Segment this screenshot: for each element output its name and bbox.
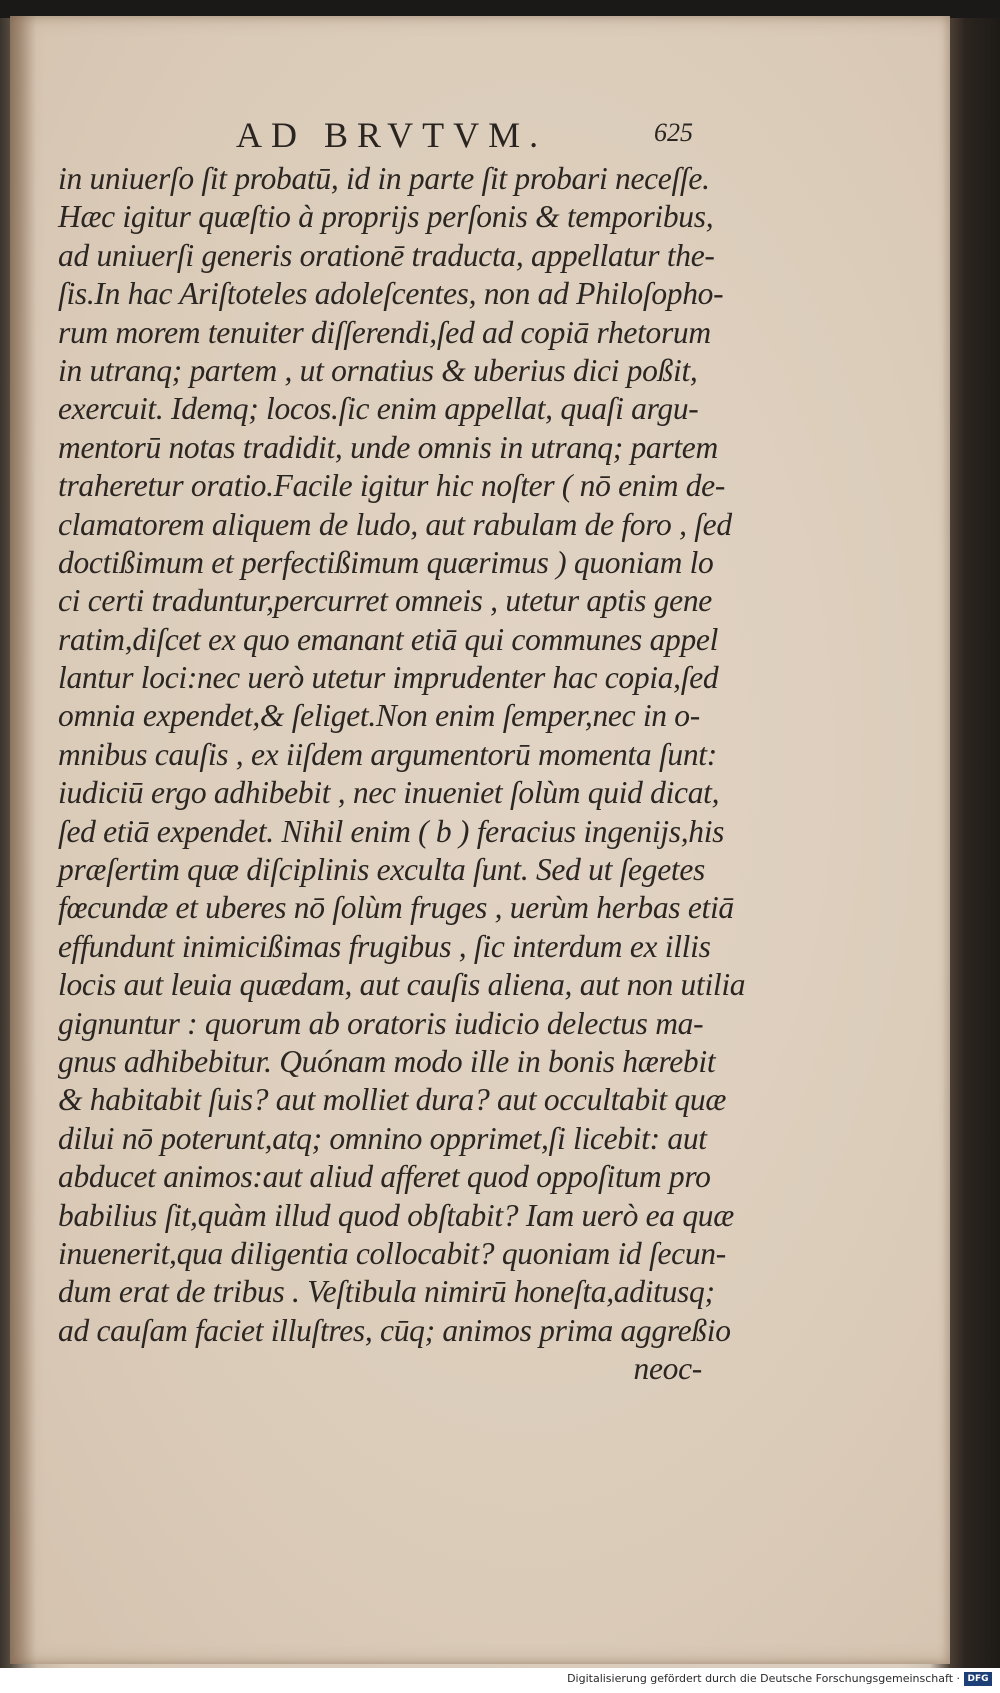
text-line: rum morem tenuiter diſſerendi,ſed ad copiā rhetorum: [58, 314, 711, 350]
digitization-credit: Digitalisierung gefördert durch die Deutsche Forschungsgemeinschaft ·: [567, 1672, 960, 1685]
text-line: dum erat de tribus . Veſtibula nimirū honeſta,aditusq;: [58, 1274, 715, 1310]
text-line: ci certi traduntur,percurret omneis , utetur aptis gene: [58, 583, 712, 619]
text-line: mentorū notas tradidit, unde omnis in utranq; partem: [58, 429, 718, 465]
text-line: dilui nō poterunt,atq; omnino opprimet,ſi licebit: aut: [58, 1120, 707, 1156]
digitization-footer: [0, 1668, 1000, 1693]
text-line: abducet animos:aut aliud afferet quod oppoſitum pro: [58, 1159, 711, 1195]
text-line: effundunt inimicißimas frugibus , ſic interdum ex illis: [58, 928, 711, 964]
text-line: omnia expendet,& ſeliget.Non enim ſemper,nec in o-: [58, 698, 700, 734]
text-line: ratim,diſcet ex quo emanant etiā qui communes appel: [58, 621, 719, 657]
text-line: exercuit. Idemq; locos.ſic enim appellat, quaſi argu-: [58, 391, 699, 427]
text-line: iudiciū ergo adhibebit , nec inueniet ſolùm quid dicat,: [58, 775, 720, 811]
text-line: ſed etiā expendet. Nihil enim ( b ) feracius ingenijs,his: [58, 813, 725, 849]
text-line: lantur loci:nec uerò utetur imprudenter hac copia,ſed: [58, 660, 719, 696]
book-page: [10, 16, 950, 1664]
text-line: fœcundæ et uberes nō ſolùm fruges , uerùm herbas etiā: [58, 890, 734, 926]
text-line: Hæc igitur quæſtio à proprijs perſonis & temporibus,: [58, 199, 714, 235]
text-line: traheretur oratio.Facile igitur hic noſter ( nō enim de-: [58, 468, 726, 504]
running-head-title: AD BRVTVM.: [236, 115, 548, 155]
text-line: gignuntur : quorum ab oratoris iudicio delectus ma-: [58, 1005, 704, 1041]
text-line: clamatorem aliquem de ludo, aut rabulam de foro , ſed: [58, 506, 732, 542]
text-line: gnus adhibebitur. Quónam modo ille in bonis hærebit: [58, 1043, 716, 1079]
text-line: ſis.In hac Ariſtoteles adoleſcentes, non ad Philoſopho-: [58, 276, 724, 312]
running-head: [60, 114, 700, 158]
text-line: locis aut leuia quædam, aut cauſis aliena, aut non utilia: [58, 967, 746, 1003]
text-line: babilius ſit,quàm illud quod obſtabit? Iam uerò ea quæ: [58, 1197, 734, 1233]
text-line: præſertim quæ diſciplinis exculta ſunt. Sed ut ſegetes: [58, 852, 705, 888]
text-line: ad uniuerſi generis orationē traducta, appellatur the-: [58, 237, 715, 273]
text-line: inuenerit,qua diligentia collocabit? quoniam id ſecun-: [58, 1235, 726, 1271]
page-number: 625: [654, 118, 693, 147]
dfg-logo: DFG: [964, 1672, 992, 1686]
text-line: in utranq; partem , ut ornatius & uberius dici poßit,: [58, 352, 698, 388]
text-line: doctißimum et perfectißimum quærimus ) quoniam lo: [58, 544, 714, 580]
body-text: [58, 160, 746, 1389]
text-line: & habitabit ſuis? aut molliet dura? aut occultabit quæ: [58, 1082, 727, 1118]
text-line: mnibus cauſis , ex iiſdem argumentorū momenta ſunt:: [58, 736, 717, 772]
text-line: ad cauſam faciet illuſtres, cūq; animos prima aggreßio: [58, 1312, 731, 1348]
text-line: in uniuerſo ſit probatū, id in parte ſit probari neceſſe.: [58, 161, 710, 196]
catchword: neoc-: [633, 1351, 702, 1387]
